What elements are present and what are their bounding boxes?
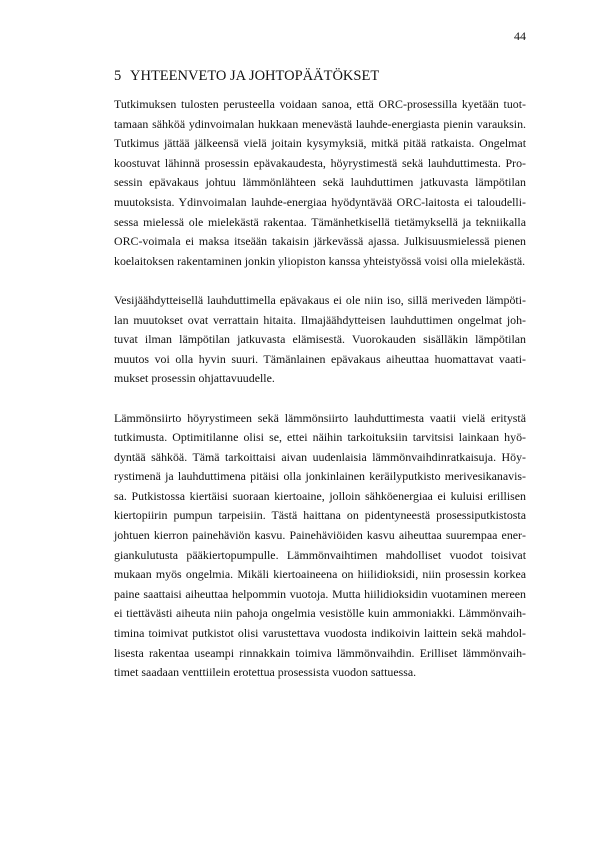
section-title: YHTEENVETO JA JOHTOPÄÄTÖKSET [130,68,380,84]
section-heading [114,67,526,85]
paragraph-condenser: Vesijäähdytteisellä lauhduttimella epävakaus ei ole niin iso, sillä meriveden lämpötilan muutokset ovat verrattain hitaita. Ilmajäähdytteisen lauhduttimen ongelmat johtuvat ilman lämpötilan jatkuvasta elämisestä. Vuorokauden sisälläkin lämpötilan muutos voi olla hyvin suuri. Tämänlainen epävakaus aiheuttaa huomattavat vaatimukset prosessin ohjattavuudelle. [114,292,526,386]
paragraph-summary: Tutkimuksen tulosten perusteella voidaan sanoa, että ORC-prosessilla kyetään tuottamaan sähköä ydinvoimalan hukkaan menevästä lauhde-energiasta pienin varauksin. Tutkimus jättää jälkeensä vielä joitain kysymyksiä, mitkä pitää ratkaista. Ongelmat koostuvat lähinnä prosessin epävakaudesta, höyrystimestä sekä lauhduttimesta. Prosessin epävakaus johtuu lämmönlähteen sekä lauhduttimen jatkuvasta lämpötilan muutoksista. Ydinvoimalan lauhde-energiaa hyödyntävää ORC-laitosta ei taloudellisessa mielessä ole mielekästä rakentaa. Tämänhetkisellä tietämyksellä ja tekniikalla ORC-voimala ei maksa itseään takaisin järkevässä ajassa. Julkisuusmielessä pienen koelaitoksen rakentaminen jonkin yliopiston kanssa yhteistyössä voisi olla mielekästä. [114,97,526,268]
page-content [114,67,526,702]
page-number: 44 [514,29,526,43]
section-number: 5 [114,68,122,84]
paragraph-heat-transfer: Lämmönsiirto höyrystimeen sekä lämmönsiirto lauhduttimesta vaatii vielä eritystä tutkimusta. Optimitilanne olisi se, ettei näihin tarkoituksiin tarvitsisi lainkaan hyödyntää sähköä. Tämä tarkoittaisi aivan uudenlaisia lämmönvaihdinratkaisuja. Höyrystimenä ja lauhduttimena pitäisi olla jonkinlainen keräilyputkisto merivesikanavissa. Putkistossa kiertäisi suoraan kiertoaine, jolloin sähköenergiaa ei kuluisi erillisen kiertopiirin pumpun tarpeisiin. Tästä haittana on pidentyneestä prosessiputkistosta johtuen kierron painehäviön kasvu. Painehäviöiden kasvu aiheuttaa suurempaa energiankulutusta pääkiertopumpulle. Lämmönvaihtimen mahdolliset vuodot toisivat mukaan myös ongelmia. Mikäli kiertoaineena on hiilidioksidi, niin prosessin korkea paine saattaisi aiheuttaa helpommin vuotoja. Mutta hiilidioksidin vuotaminen mereen ei tiettävästi aiheuta niin pahoja ongelmia vesistölle kuin ammoniakki. Lämmönvaihtimina toimivat putkistot olisi varustettava vuodosta indikoivin laittein sekä mahdollisesta rakentaa useampi rinnakkain toimiva lämmönvaihdin. Erilliset lämmönvaihtimet saadaan venttiilein erotettua prosessista vuodon sattuessa. [114,410,526,680]
